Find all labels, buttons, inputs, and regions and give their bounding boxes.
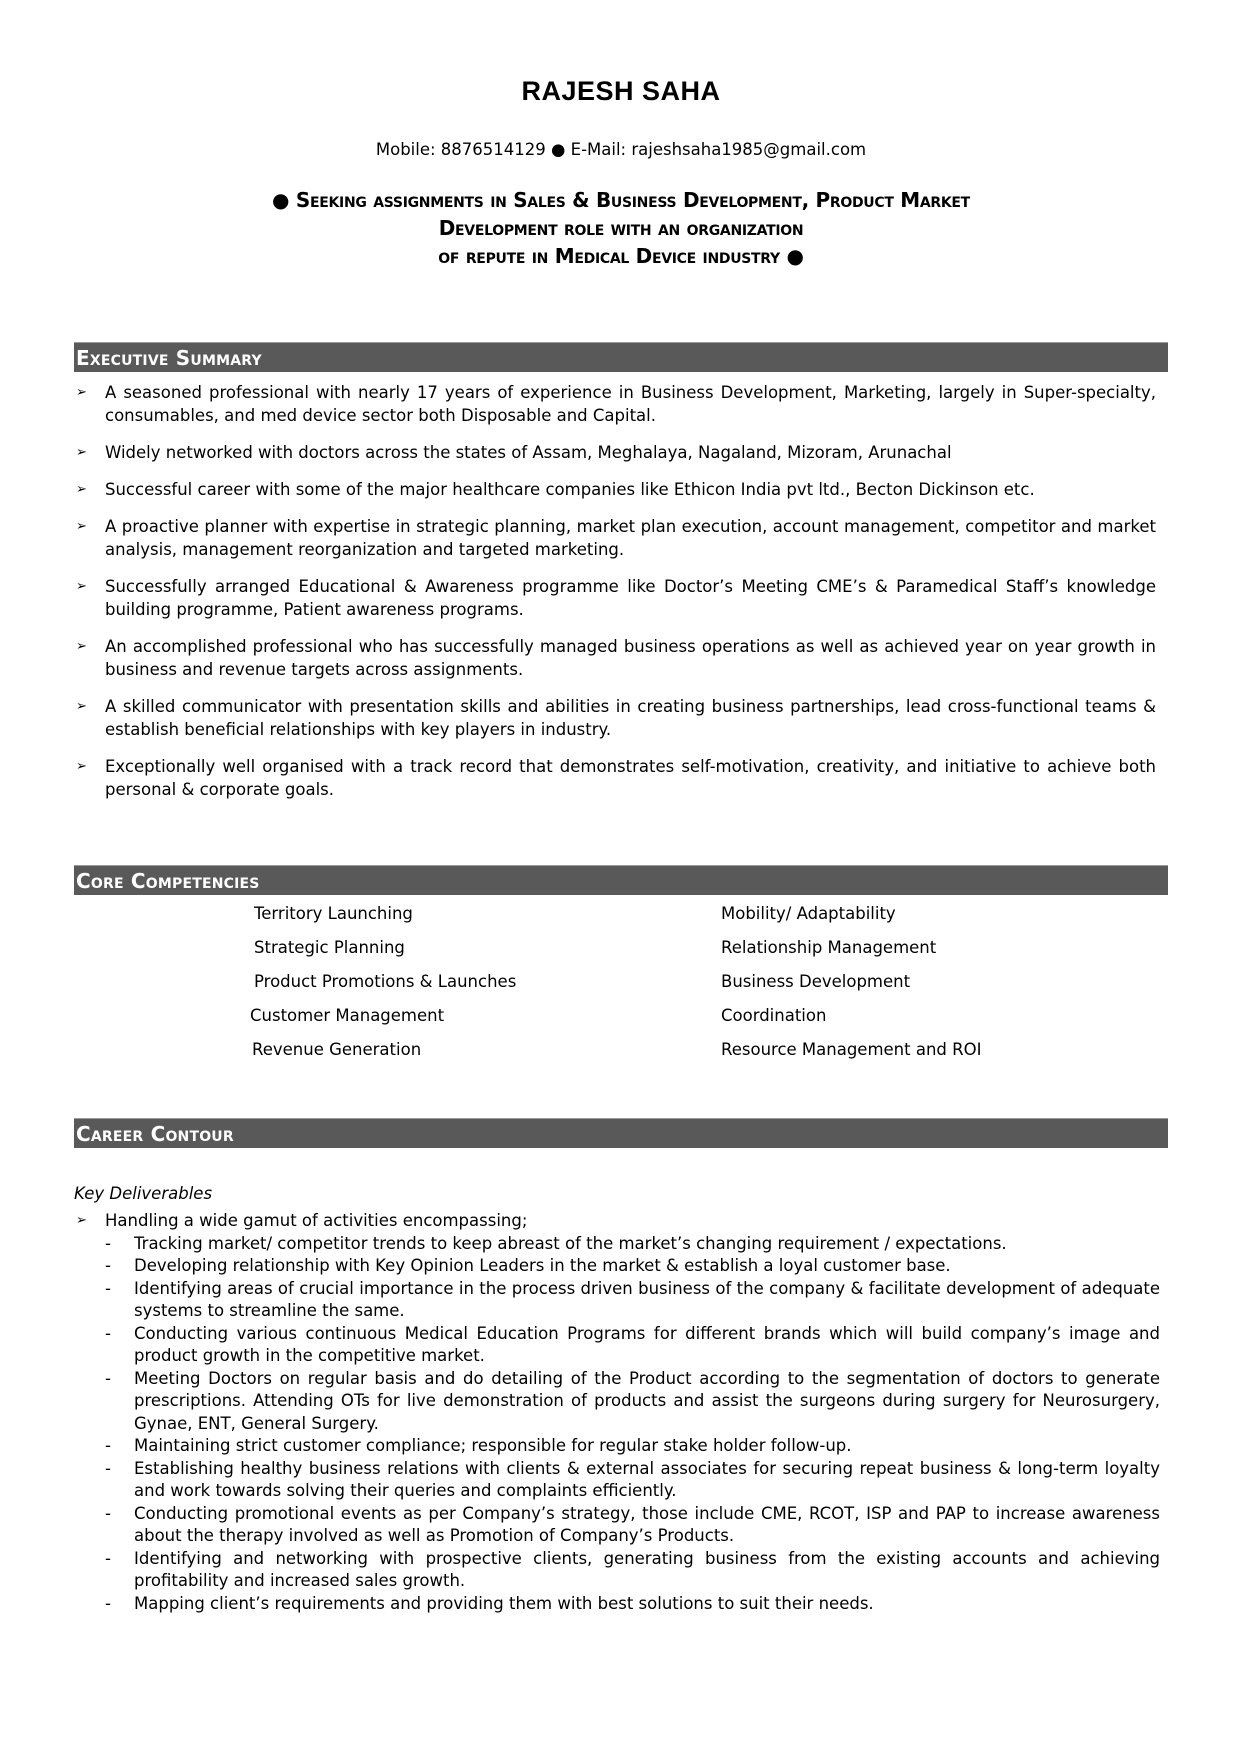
deliverable-item: - Mapping client’s requirements and providing them with best solutions to suit their needs.: [74, 1593, 1168, 1616]
contact-line: Mobile: 8876514129 ● E-Mail: rajeshsaha1985@gmail.com: [375, 140, 867, 159]
summary-item: ➢ An accomplished professional who has successfully managed business operations as well as achieved year on year growth in business and revenue targets across assignments.: [76, 637, 1156, 679]
arrow-bullet-icon: ➢: [76, 482, 87, 497]
objective-line: Development role with an organization: [438, 216, 804, 240]
section-title: Career Contour: [76, 1122, 234, 1146]
section-header-career-contour: [74, 1118, 1168, 1148]
deliverable-item: - Identifying and networking with prospective clients, generating business from the existing accounts and achieving profitability and increased sales growth.: [105, 1548, 1160, 1590]
competency-item: Revenue Generation: [252, 1040, 422, 1059]
competency-item: Mobility/ Adaptability: [721, 904, 896, 923]
arrow-bullet-icon: ➢: [76, 445, 87, 460]
executive-summary-list: [74, 381, 1168, 815]
summary-item: ➢ Exceptionally well organised with a track record that demonstrates self-motivation, creativity, and initiative to achieve both personal & corporate goals.: [76, 757, 1156, 799]
arrow-bullet-icon: ➢: [76, 519, 87, 534]
dash-bullet-icon: -: [105, 1323, 111, 1343]
dash-bullet-icon: -: [105, 1233, 111, 1253]
deliverable-item: - Meeting Doctors on regular basis and do detailing of the Product according to the segmentation of doctors to generate prescriptions. Attending OTs for live demonstration of products and assist the surgeons during surgery for Neurosurgery, Gynae, ENT, General Surgery.: [105, 1368, 1160, 1433]
dash-bullet-icon: -: [105, 1503, 111, 1523]
competency-item: Product Promotions & Launches: [254, 972, 517, 991]
arrow-bullet-icon: ➢: [76, 1213, 87, 1228]
arrow-bullet-icon: ➢: [76, 639, 87, 654]
summary-item: ➢ Successful career with some of the major healthcare companies like Ethicon India pvt ltd., Becton Dickinson etc.: [76, 480, 1035, 499]
summary-item: ➢ Widely networked with doctors across the states of Assam, Meghalaya, Nagaland, Mizoram, Arunachal: [76, 443, 952, 462]
dash-bullet-icon: -: [105, 1436, 111, 1455]
deliverable-item: - Establishing healthy business relations with clients & external associates for securing repeat business & long-term loyalty and work towards solving their queries and complaints efficiently.: [105, 1458, 1160, 1500]
arrow-bullet-icon: ➢: [76, 759, 87, 774]
arrow-bullet-icon: ➢: [76, 699, 87, 714]
objective-line: of repute in Medical Device industry ●: [438, 244, 804, 268]
deliverable-item: - Identifying areas of crucial importance in the process driven business of the company & facilitate development of adequate systems to streamline the same.: [105, 1278, 1160, 1320]
summary-item: ➢ Successfully arranged Educational & Awareness programme like Doctor’s Meeting CME’s & Paramedical Staff’s knowledge building programme, Patient awareness programs.: [76, 577, 1156, 619]
dash-bullet-icon: -: [105, 1368, 111, 1388]
competency-item: Relationship Management: [721, 938, 937, 957]
key-deliverables-heading: Key Deliverables: [74, 1184, 213, 1203]
section-header-executive-summary: [74, 342, 1168, 372]
arrow-bullet-icon: ➢: [76, 579, 87, 594]
key-deliverables-list: [74, 1210, 1168, 1615]
section-header-core-competencies: [74, 865, 1168, 895]
dash-bullet-icon: -: [105, 1548, 111, 1568]
candidate-name: RAJESH SAHA: [521, 76, 721, 106]
dash-bullet-icon: -: [105, 1278, 111, 1298]
competency-item: Territory Launching: [254, 904, 413, 923]
deliverables-intro: ➢ Handling a wide gamut of activities encompassing;: [74, 1210, 1168, 1233]
arrow-bullet-icon: ➢: [76, 385, 87, 400]
summary-item: ➢ A skilled communicator with presentation skills and abilities in creating business partnerships, lead cross-functional teams & establish beneficial relationships with key players in industry.: [76, 697, 1156, 739]
competency-item: Coordination: [721, 1006, 827, 1025]
dash-bullet-icon: -: [105, 1458, 111, 1478]
dash-bullet-icon: -: [105, 1256, 111, 1275]
deliverable-item: - Tracking market/ competitor trends to keep abreast of the market’s changing requirement / expectations.: [74, 1233, 1168, 1256]
competency-item: Strategic Planning: [254, 938, 405, 957]
competency-item: Customer Management: [250, 1006, 445, 1025]
dash-bullet-icon: -: [105, 1593, 111, 1613]
summary-item: ➢ A seasoned professional with nearly 17 years of experience in Business Development, Marketing, largely in Super-specialty, consumables, and med device sector both Disposable and Capital.: [76, 383, 1156, 425]
section-title: Core Competencies: [76, 869, 260, 893]
summary-item: ➢ A proactive planner with expertise in strategic planning, market plan execution, account management, competitor and market analysis, management reorganization and targeted marketing.: [76, 517, 1156, 559]
competency-item: Resource Management and ROI: [721, 1040, 982, 1059]
competency-item: Business Development: [721, 972, 911, 991]
objective-line: ● Seeking assignments in Sales & Business Development, Product Market: [272, 188, 970, 212]
deliverable-item: - Developing relationship with Key Opinion Leaders in the market & establish a loyal customer base.: [74, 1255, 1168, 1278]
section-title: Executive Summary: [76, 346, 262, 370]
career-objective: [74, 186, 1168, 270]
deliverable-item: - Conducting various continuous Medical Education Programs for different brands which will build company’s image and product growth in the competitive market.: [105, 1323, 1160, 1365]
deliverable-item: - Conducting promotional events as per Company’s strategy, those include CME, RCOT, ISP and PAP to increase awareness about the therapy involved as well as Promotion of Company’s Products.: [105, 1503, 1160, 1545]
deliverable-item: - Maintaining strict customer compliance; responsible for regular stake holder follow-up.: [74, 1435, 1168, 1458]
